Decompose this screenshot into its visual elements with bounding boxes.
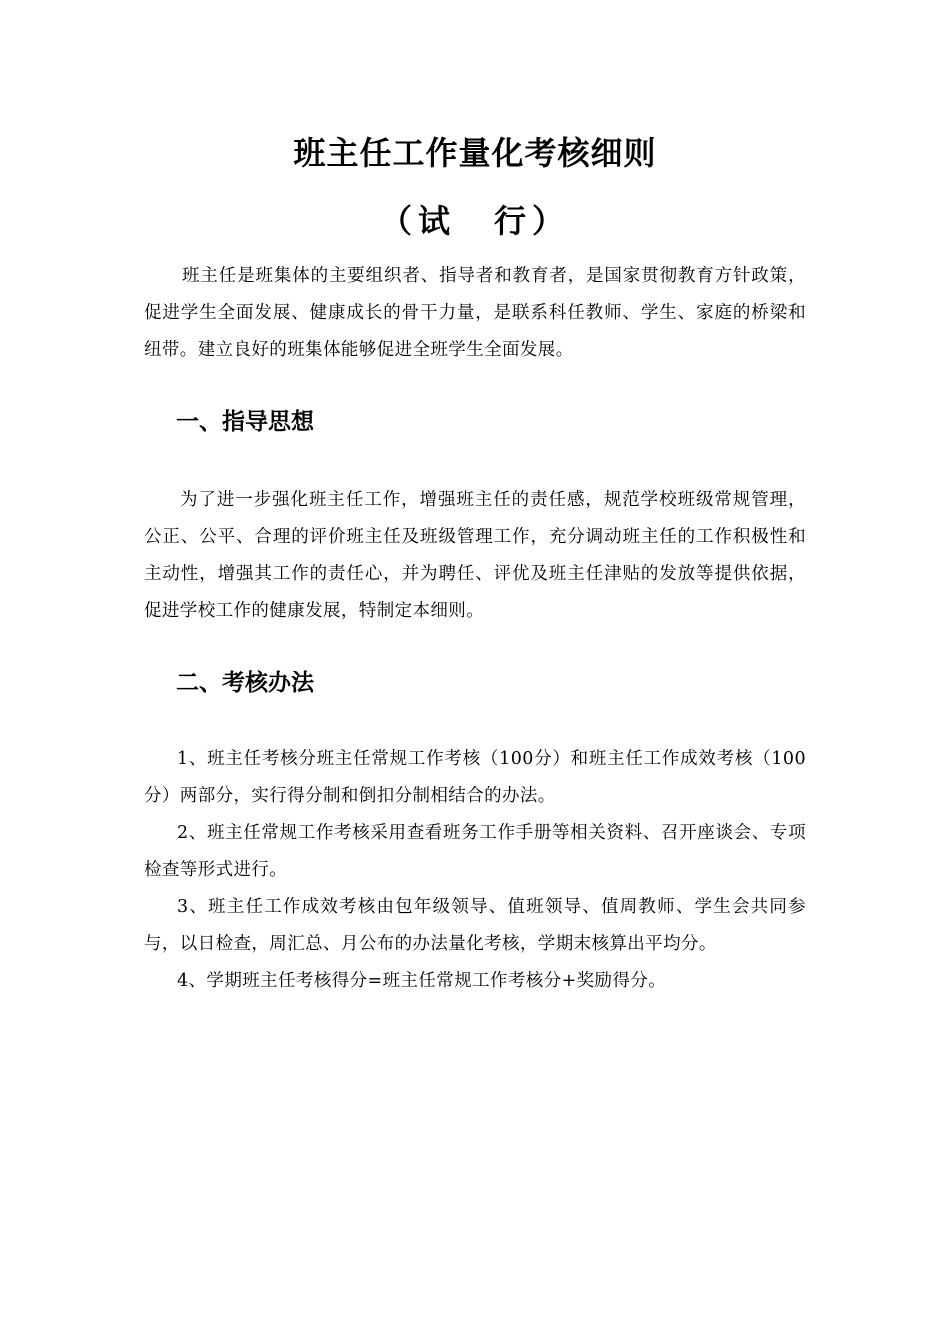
document-title: 班主任工作量化考核细则: [293, 134, 657, 172]
document-subtitle: （试 行）: [379, 202, 570, 240]
intro-paragraph: 班主任是班集体的主要组织者、指导者和教育者，是国家贯彻教育方针政策，促进学生全面发展、健康成长的骨干力量，是联系科任教师、学生、家庭的桥梁和纽带。建立良好的班集体能够促进全班学生全面发展。: [144, 266, 806, 360]
section-heading-assessment-method: 二、考核办法: [176, 670, 314, 696]
assessment-method-list: [144, 741, 806, 1000]
list-item: 2、班主任常规工作考核采用查看班务工作手册等相关资料、召开座谈会、专项检查等形式进行。: [144, 823, 806, 880]
section-heading-guiding-ideology: 一、指导思想: [176, 409, 314, 435]
list-item: 4、学期班主任考核得分=班主任常规工作考核分+奖励得分。: [177, 971, 667, 991]
list-item: 1、班主任考核分班主任常规工作考核（100分）和班主任工作成效考核（100分）两部分，实行得分制和倒扣分制相结合的办法。: [144, 749, 806, 806]
guiding-ideology-paragraph: 为了进一步强化班主任工作，增强班主任的责任感，规范学校班级常规管理，公正、公平、合理的评价班主任及班级管理工作，充分调动班主任的工作积极性和主动性，增强其工作的责任心，并为聘任、评优及班主任津贴的发放等提供依据，促进学校工作的健康发展，特制定本细则。: [144, 490, 806, 621]
list-item: 3、班主任工作成效考核由包年级领导、值班领导、值周教师、学生会共同参与，以日检查，周汇总、月公布的办法量化考核，学期末核算出平均分。: [144, 897, 806, 954]
